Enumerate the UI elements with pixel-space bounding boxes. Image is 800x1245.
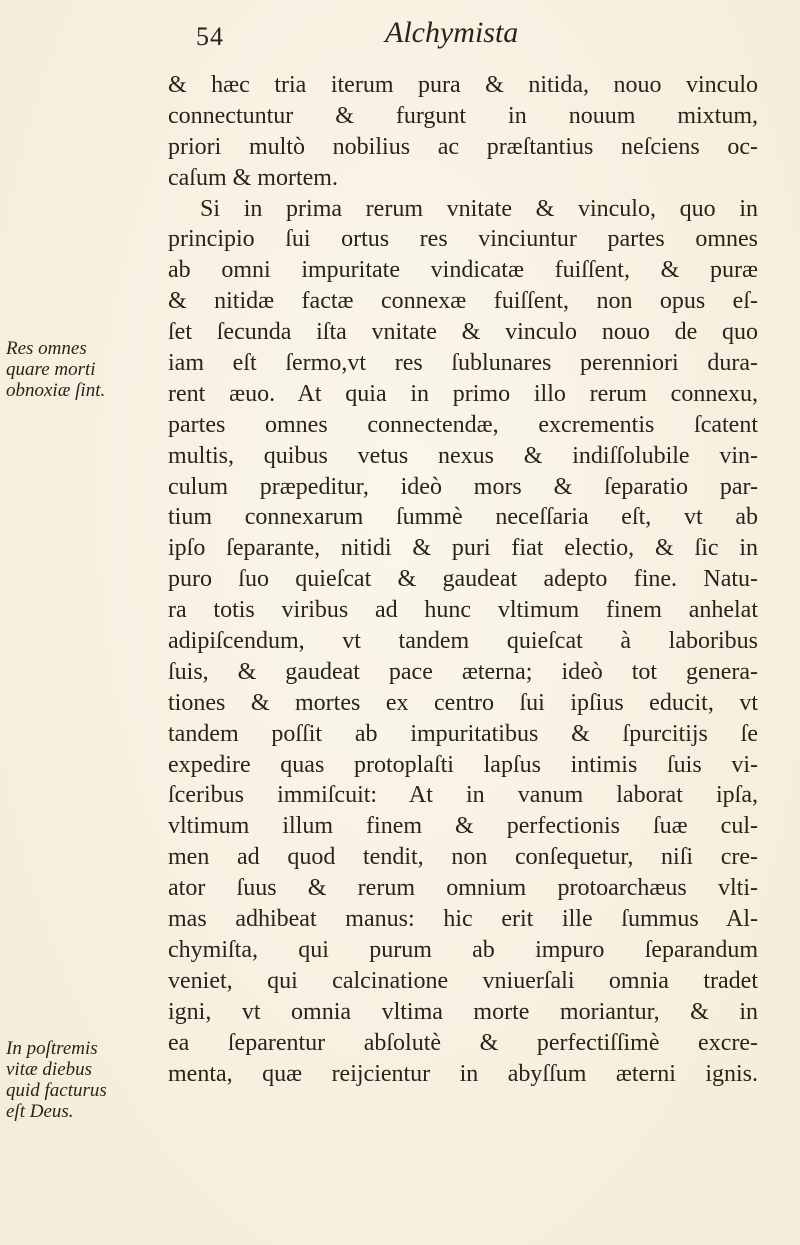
text-line: ea ſeparentur abſolutè & perfectiſſimè excre- bbox=[168, 1029, 758, 1056]
text-line: ipſo ſeparante, nitidi & puri fiat electio, & ſic in bbox=[168, 535, 758, 562]
text-line: multis, quibus vetus nexus & indiſſolubile vin- bbox=[168, 442, 758, 469]
text-line: tium connexarum ſummè neceſſaria eſt, vt ab bbox=[168, 504, 758, 531]
text-line: mas adhibeat manus: hic erit ille ſummus Al- bbox=[168, 906, 758, 933]
running-head: Alchymista bbox=[385, 16, 519, 49]
text-line: puro ſuo quieſcat & gaudeat adepto fine. Natu- bbox=[168, 566, 758, 593]
page-number: 54 bbox=[196, 22, 224, 51]
marginal-note-line: In poſtremis bbox=[6, 1038, 98, 1059]
text-line: ſceribus immiſcuit: At in vanum laborat ipſa, bbox=[168, 782, 758, 809]
text-line: connectuntur & furgunt in nouum mixtum, bbox=[168, 102, 758, 129]
marginal-note bbox=[6, 1038, 166, 1122]
text-line: vltimum illum finem & perfectionis ſuæ cul- bbox=[168, 813, 758, 840]
text-line: menta, quæ reijcientur in abyſſum æterni ignis. bbox=[168, 1060, 758, 1087]
text-line: men ad quod tendit, non conſequetur, niſi cre- bbox=[168, 844, 758, 871]
body-text bbox=[168, 70, 758, 1089]
marginal-note-line: quare morti bbox=[6, 359, 96, 380]
text-line: & hæc tria iterum pura & nitida, nouo vinculo bbox=[168, 72, 758, 98]
text-line: adipiſcendum, vt tandem quieſcat à laboribus bbox=[168, 628, 758, 655]
text-line: priori multò nobilius ac præſtantius neſciens oc- bbox=[168, 133, 758, 160]
text-line: partes omnes connectendæ, excrementis ſcatent bbox=[168, 411, 758, 438]
text-line: tiones & mortes ex centro ſui ipſius educit, vt bbox=[168, 689, 758, 716]
text-line: ſuis, & gaudeat pace æterna; ideò tot genera- bbox=[168, 658, 758, 685]
marginal-note-line: quid facturus bbox=[6, 1080, 107, 1101]
text-line: chymiſta, qui purum ab impuro ſeparandum bbox=[168, 936, 758, 963]
text-line: igni, vt omnia vltima morte moriantur, & in bbox=[168, 998, 758, 1025]
text-line: ab omni impuritate vindicatæ fuiſſent, & puræ bbox=[168, 257, 758, 284]
text-line: ra totis viribus ad hunc vltimum finem anhelat bbox=[168, 597, 758, 624]
text-line: Si in prima rerum vnitate & vinculo, quo in bbox=[200, 195, 758, 222]
text-line: ator ſuus & rerum omnium protoarchæus vlti- bbox=[168, 875, 758, 902]
text-line: rent æuo. At quia in primo illo rerum connexu, bbox=[168, 380, 758, 407]
text-line: culum præpeditur, ideò mors & ſeparatio par- bbox=[168, 473, 758, 500]
text-line: iam eſt ſermo,vt res ſublunares perenniori dura- bbox=[168, 350, 758, 377]
text-line: expedire quas protoplaſti lapſus intimis ſuis vi- bbox=[168, 751, 758, 778]
marginal-note-line: Res omnes bbox=[6, 338, 87, 359]
text-line: principio ſui ortus res vinciuntur partes omnes bbox=[168, 226, 758, 253]
marginal-note-line: obnoxiæ ſint. bbox=[6, 380, 106, 401]
marginal-note bbox=[6, 338, 166, 401]
marginal-note-line: vitæ diebus bbox=[6, 1059, 93, 1080]
text-line: ſet ſecunda iſta vnitate & vinculo nouo de quo bbox=[168, 319, 758, 346]
text-line: veniet, qui calcinatione vniuerſali omnia tradet bbox=[168, 967, 758, 994]
text-line: & nitidæ factæ connexæ fuiſſent, non opus eſ- bbox=[168, 288, 758, 315]
text-line: tandem poſſit ab impuritatibus & ſpurcitijs ſe bbox=[168, 720, 758, 747]
marginal-note-line: eſt Deus. bbox=[6, 1101, 74, 1122]
text-line: caſum & mortem. bbox=[168, 164, 338, 191]
